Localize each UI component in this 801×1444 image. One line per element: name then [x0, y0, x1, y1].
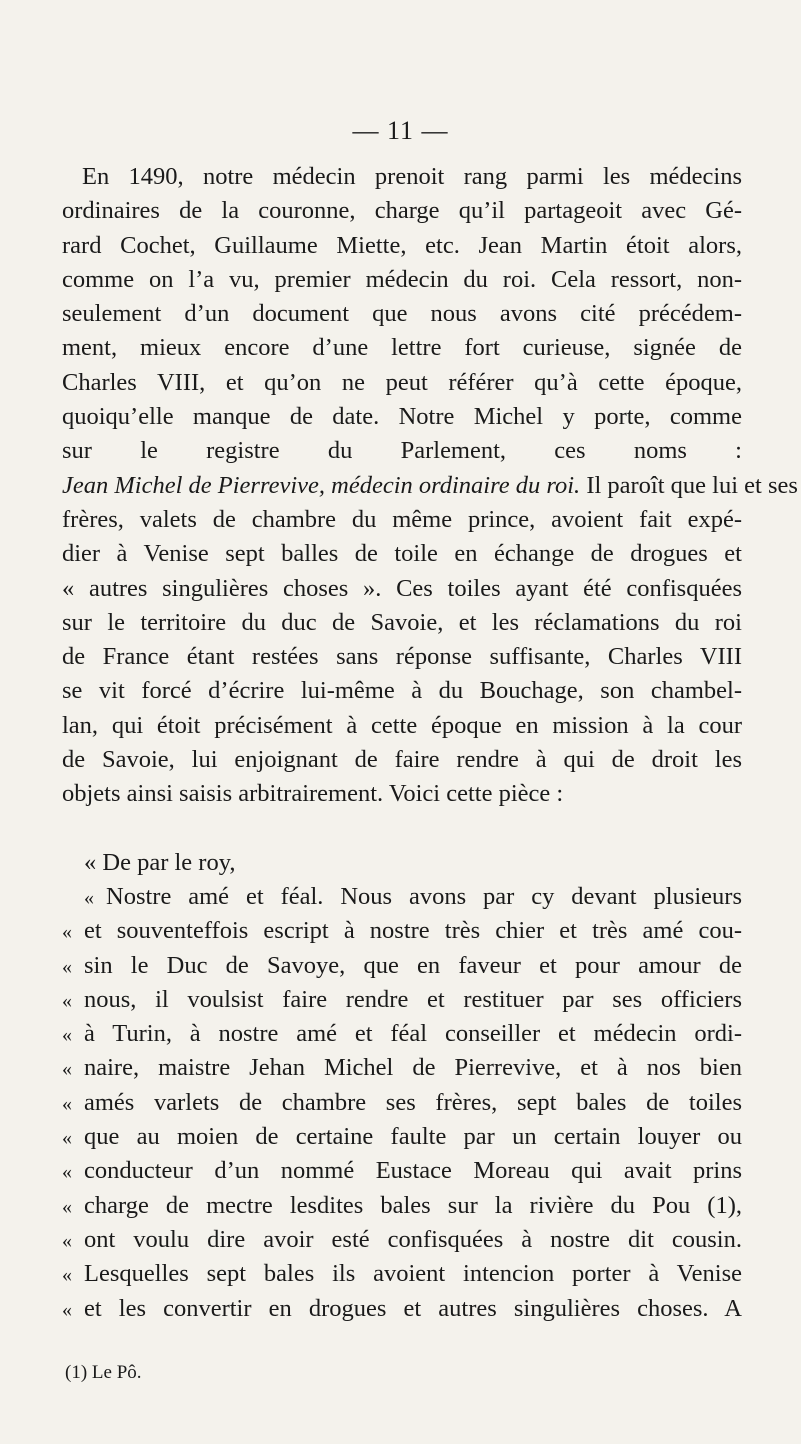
quote-mark: « — [62, 1161, 72, 1184]
letter-salutation: « De par le roy, — [84, 848, 236, 876]
text-line: rard Cochet, Guillaume Miette, etc. Jean Martin étoit alors, — [62, 231, 742, 259]
letter-line — [62, 1120, 742, 1154]
text-line: En 1490, notre médecin prenoit rang parmi les médecins — [82, 163, 742, 190]
letter-text: Lesquelles sept bales ils avoient intencion porter à Venise — [84, 1260, 742, 1288]
letter-line — [62, 1017, 742, 1051]
text-line: frères, valets de chambre du même prince, avoient fait expé- — [62, 505, 742, 533]
letter-line — [62, 983, 742, 1017]
text-line: seulement d’un document que nous avons cité précédem- — [62, 300, 742, 328]
text-line: ment, mieux encore d’une lettre fort curieuse, signée de — [62, 334, 742, 362]
quote-mark: « — [62, 1195, 72, 1218]
text-line: de Savoie, lui enjoignant de faire rendre à qui de droit les — [62, 746, 742, 774]
body-text — [62, 160, 798, 1326]
text-line: dier à Venise sept balles de toile en échange de drogues et — [62, 540, 742, 568]
letter-line — [62, 949, 742, 983]
text-line: se vit forcé d’écrire lui-même à du Bouchage, son chambel- — [62, 677, 742, 705]
letter-text: sin le Duc de Savoye, que en faveur et pour amour de — [84, 951, 742, 979]
quote-mark: « — [84, 886, 94, 909]
quote-mark: « — [62, 1298, 72, 1321]
letter-line — [62, 1292, 742, 1326]
letter-text: naire, maistre Jehan Michel de Pierrevive, et à nos bien — [84, 1054, 742, 1082]
quoted-letter — [62, 846, 742, 1326]
quote-mark: « — [62, 1229, 72, 1252]
quote-mark: « — [62, 1092, 72, 1115]
text-line: Charles VIII, et qu’on ne peut référer qu’à cette époque, — [62, 368, 742, 396]
letter-line — [62, 1086, 742, 1120]
letter-text: à Turin, à nostre amé et féal conseiller et médecin ordi- — [84, 1020, 742, 1048]
letter-text: ont voulu dire avoir esté confisquées à nostre dit cousin. — [84, 1225, 742, 1253]
page-number: — 11 — — [352, 116, 449, 145]
letter-line — [62, 1189, 742, 1223]
text-line: de France étant restées sans réponse suffisante, Charles VIII — [62, 643, 742, 671]
quote-mark: « — [62, 921, 72, 944]
letter-line — [62, 1154, 742, 1188]
text-line: « autres singulières choses ». Ces toiles ayant été confisquées — [62, 574, 742, 602]
quote-mark: « — [62, 1024, 72, 1047]
text-line: sur le registre du Parlement, ces noms : — [62, 437, 742, 465]
letter-line — [62, 880, 742, 914]
paragraph-gap — [62, 812, 742, 846]
italic-name: Jean Michel de Pierrevive, médecin ordinaire du roi. — [62, 471, 581, 499]
text-line — [62, 469, 798, 503]
quote-mark: « — [62, 989, 72, 1012]
quote-mark: « — [62, 955, 72, 978]
text-line: lan, qui étoit précisément à cette époque en mission à la cour — [62, 711, 742, 739]
letter-text: que au moien de certaine faulte par un certain louyer ou — [84, 1123, 742, 1151]
text-line: ordinaires de la couronne, charge qu’il partageoit avec Gé- — [62, 197, 742, 225]
text-line: comme on l’a vu, premier médecin du roi. Cela ressort, non- — [62, 265, 742, 293]
text-line: sur le territoire du duc de Savoie, et les réclamations du roi — [62, 608, 742, 636]
letter-line — [62, 1223, 742, 1257]
letter-text: Nostre amé et féal. Nous avons par cy devant plusieurs — [106, 882, 742, 910]
quote-mark: « — [62, 1058, 72, 1081]
letter-line — [62, 1257, 742, 1291]
letter-text: charge de mectre lesdites bales sur la rivière du Pou (1), — [84, 1191, 742, 1219]
letter-text: nous, il voulsist faire rendre et restituer par ses officiers — [84, 985, 742, 1013]
letter-line — [62, 914, 742, 948]
text-line: objets ainsi saisis arbitrairement. Voici cette pièce : — [62, 780, 564, 808]
letter-text: amés varlets de chambre ses frères, sept bales de toiles — [84, 1088, 742, 1116]
letter-line — [62, 1051, 742, 1085]
text-fragment: Il paroît que lui et ses — [586, 471, 798, 499]
quote-mark: « — [62, 1264, 72, 1287]
text-line: quoiqu’elle manque de date. Notre Michel y porte, comme — [62, 403, 742, 431]
letter-text: et souventeffois escript à nostre très chier et très amé cou- — [84, 917, 742, 945]
letter-text: et les convertir en drogues et autres singulières choses. A — [84, 1294, 742, 1322]
letter-text: conducteur d’un nommé Eustace Moreau qui avait prins — [84, 1157, 742, 1185]
quote-mark: « — [62, 1127, 72, 1150]
footnote: (1) Le Pô. — [65, 1362, 142, 1383]
